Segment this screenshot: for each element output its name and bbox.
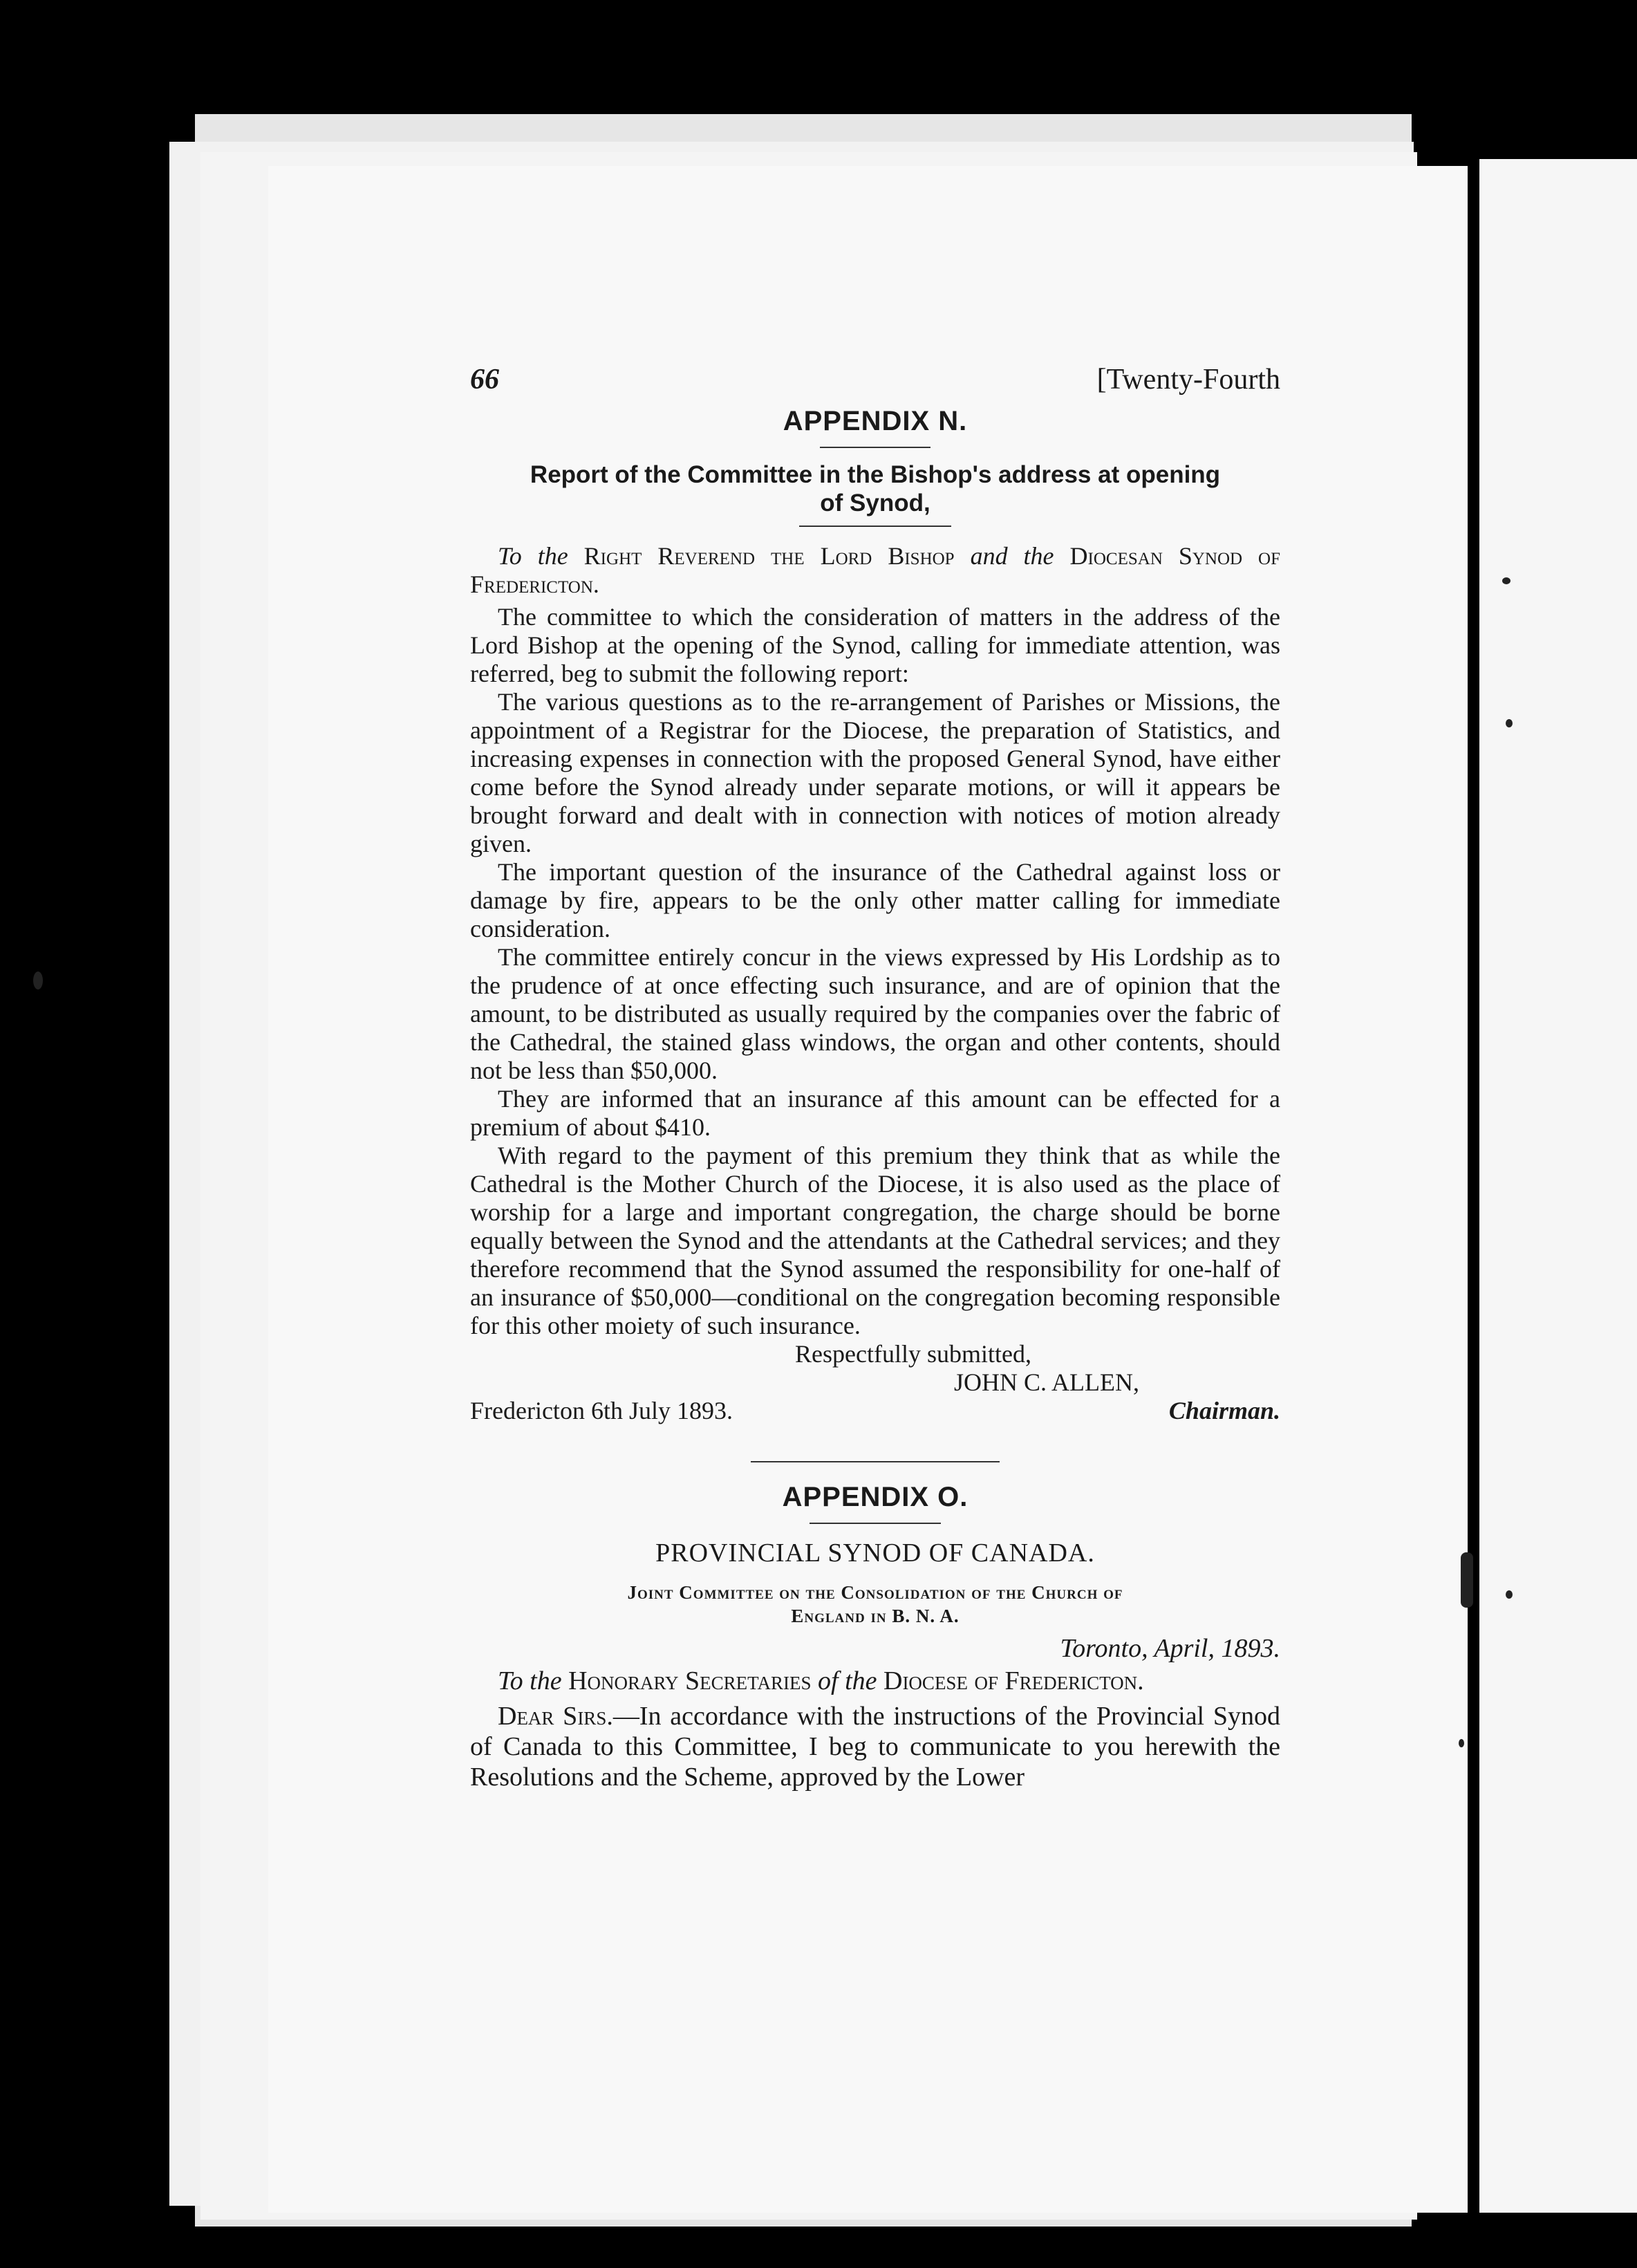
provincial-synod-title: PROVINCIAL SYNOD OF CANADA.: [655, 1539, 1095, 1568]
place-date: Fredericton 6th July 1893.: [470, 1397, 733, 1424]
scan-speck: [1461, 1552, 1473, 1608]
scan-speck: [1459, 1739, 1464, 1747]
address-conjunction: and the: [970, 542, 1054, 570]
appendix-o-heading: APPENDIX O.: [782, 1482, 969, 1512]
signature-row: [470, 1397, 1280, 1425]
address-to: To the: [498, 1666, 562, 1695]
appendix-n-heading: APPENDIX N.: [783, 406, 968, 436]
signatory-role: Chairman.: [1168, 1397, 1280, 1424]
report-paragraph: They are informed that an insurance af this amount can be effected for a premium of about $410.: [470, 1085, 1280, 1141]
report-paragraph: The various questions as to the re-arrangement of Parishes or Missions, the appointment of a Registrar for the Diocese, the preparation of Statistics, and increasing expenses in connection with the proposed General Synod, have either come before the Synod already under separate motions, or will it appears be brought forward and dealt with in connection with notices of motion already given.: [470, 688, 1280, 857]
report-paragraph: The important question of the insurance of the Cathedral against loss or damage by fire, appears to be the only other matter calling for immediate consideration.: [470, 858, 1280, 942]
letter-text: —In accordance with the instructions of the Provincial Synod of Canada to this Committee, I beg to communicate to you herewith the Resolutions and the Scheme, approved by the Lower: [470, 1702, 1280, 1792]
running-head: [Twenty-Fourth: [1096, 364, 1280, 396]
report-title: [470, 461, 1280, 517]
address-conjunction: of the: [818, 1666, 877, 1695]
scan-speck: [1506, 1590, 1513, 1599]
divider: [810, 1523, 941, 1524]
section-divider: [751, 1461, 1000, 1462]
report-paragraph: The committee entirely concur in the views expressed by His Lordship as to the prudence of at once effecting such insurance, and are of opinion that the amount, to be distributed as usually required by the companies over the fabric of the Cathedral, the stained glass windows, the organ and other contents, should not be less than $50,000.: [470, 943, 1280, 1084]
adjacent-page-strip: [1479, 159, 1637, 2213]
signatory: JOHN C. ALLEN,: [954, 1368, 1139, 1396]
dateline: Toronto, April, 1893.: [1060, 1634, 1280, 1663]
subtitle-line: Joint Committee on the Consolidation of the Church of: [627, 1582, 1123, 1603]
report-body: [470, 603, 1280, 1340]
report-title-line: of Synod,: [820, 490, 930, 517]
letter-body: [470, 1701, 1280, 1792]
address-recipient: Right Reverend the Lord Bishop: [583, 542, 955, 570]
scan-speck: [33, 972, 43, 989]
report-title-line: Report of the Committee in the Bishop's address at opening: [530, 461, 1221, 488]
scan-speck: [1502, 577, 1510, 584]
address-recipient: Diocesan Synod of Fredericton.: [470, 542, 1281, 598]
divider: [799, 526, 951, 527]
page-number: 66: [470, 364, 499, 396]
address-recipient: Honorary Secretaries: [568, 1666, 812, 1695]
closing: Respectfully submitted,: [795, 1340, 1031, 1368]
address-line: [470, 542, 1280, 599]
letter-address: [470, 1667, 1280, 1695]
page-content: [470, 363, 1280, 1792]
subtitle-line: England in B. N. A.: [791, 1606, 960, 1626]
joint-committee-subtitle: [470, 1581, 1280, 1628]
page-header: [470, 363, 1280, 396]
address-recipient: Diocese of Fredericton.: [883, 1666, 1144, 1695]
report-paragraph: The committee to which the consideration of matters in the address of the Lord Bishop at the opening of the Synod, calling for immediate attention, was referred, beg to submit the following report:: [470, 603, 1280, 687]
scan-speck: [1506, 719, 1513, 727]
divider: [820, 447, 930, 448]
report-paragraph: With regard to the payment of this premium they think that as while the Cathedral is the Mother Church of the Diocese, it is also used as the place of worship for a large and important congregation, the charge should be borne equally between the Synod and the attendants at the Cathedral services; and they therefore recommend that the Synod assumed the responsibility for one-half of an insurance of $50,000—conditional on the congregation becoming responsible for this other moiety of such insurance.: [470, 1142, 1280, 1339]
address-to: To the: [498, 542, 568, 570]
document-page: [268, 166, 1468, 2213]
salutation: Dear Sirs.: [498, 1702, 613, 1731]
